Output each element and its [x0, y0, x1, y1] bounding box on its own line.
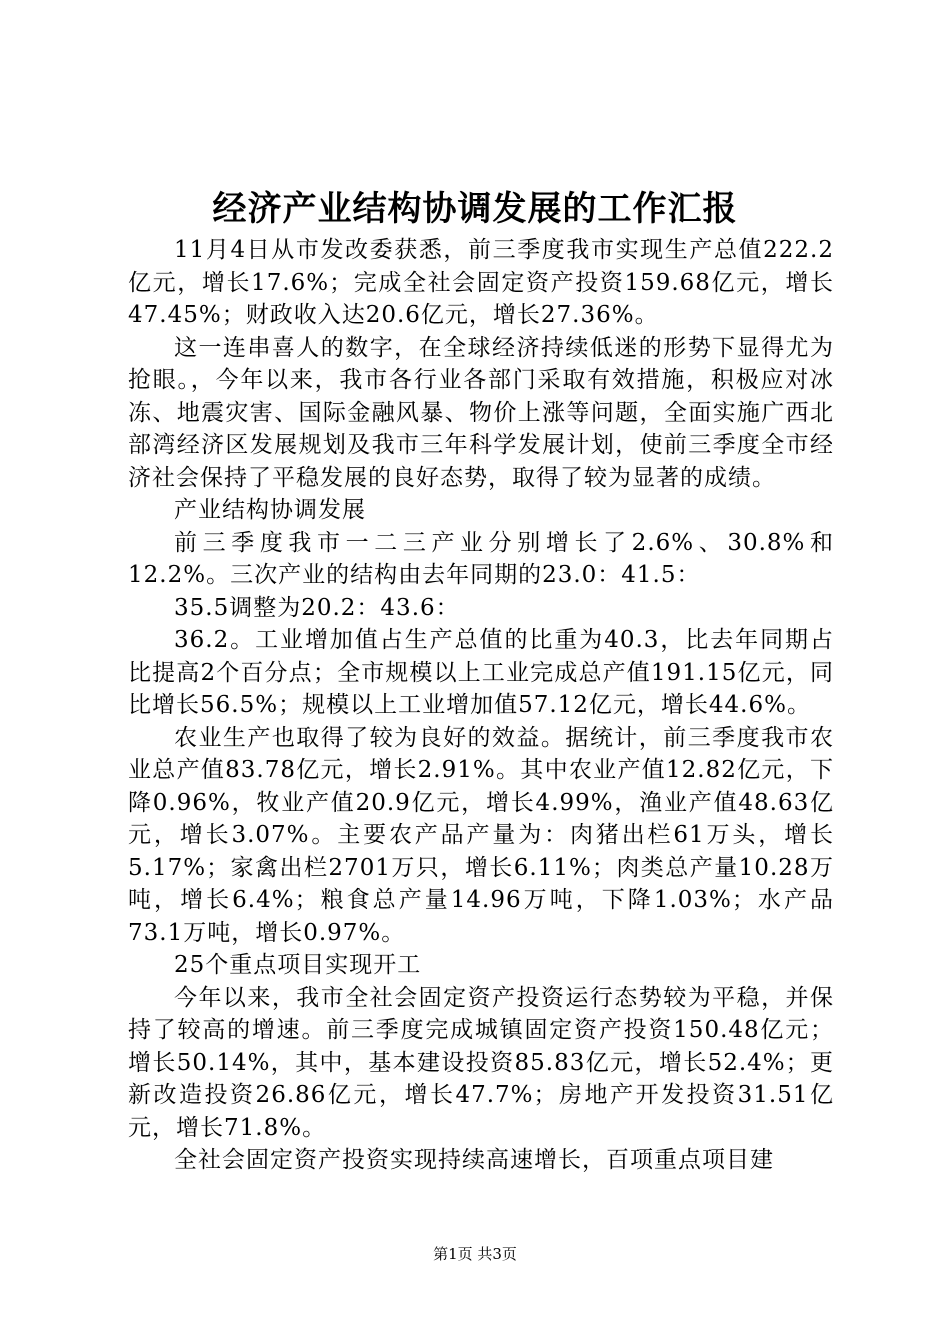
page-number-footer: 第1页 共3页	[433, 1245, 517, 1263]
paragraph: 这一连串喜人的数字，在全球经济持续低迷的形势下显得尤为抢眼。，今年以来，我市各行业各部门采取有效措施，积极应对冰冻、地震灾害、国际金融风暴、物价上涨等问题，全面实施广西北部湾经济区发展规划及我市三年科学发展计划，使前三季度全市经济社会保持了平稳发展的良好态势，取得了较为显著的成绩。	[128, 334, 834, 491]
document-title: 经济产业结构协调发展的工作汇报	[212, 189, 738, 229]
document-body	[128, 234, 834, 1177]
section-heading: 产业结构协调发展	[174, 497, 366, 523]
paragraph: 农业生产也取得了较为良好的效益。据统计，前三季度我市农业总产值83.78亿元，增长2.91%。其中农业产值12.82亿元，下降0.96%，牧业产值20.9亿元，增长4.99%，渔业产值48.63亿元，增长3.07%。主要农产品产量为：肉猪出栏61万头，增长5.17%；家禽出栏2701万只，增长6.11%；肉类总产量10.28万吨，增长6.4%；粮食总产量14.96万吨，下降1.03%；水产品73.1万吨，增长0.97%。	[128, 724, 834, 946]
paragraph: 全社会固定资产投资实现持续高速增长，百项重点项目建	[174, 1147, 774, 1173]
paragraph: 35.5调整为20.2：43.6：	[174, 594, 460, 621]
paragraph: 36.2。工业增加值占生产总值的比重为40.3，比去年同期占比提高2个百分点；全市规模以上工业完成总产值191.15亿元，同比增长56.5%；规模以上工业增加值57.12亿元，增长44.6%。	[128, 627, 834, 718]
section-heading: 25个重点项目实现开工	[174, 952, 422, 978]
paragraph: 前三季度我市一二三产业分别增长了2.6%、30.8%和12.2%。三次产业的结构由去年同期的23.0：41.5：	[128, 529, 834, 588]
paragraph: 11月4日从市发改委获悉，前三季度我市实现生产总值222.2亿元，增长17.6%；完成全社会固定资产投资159.68亿元，增长47.45%；财政收入达20.6亿元，增长27.36%。	[128, 237, 834, 328]
paragraph: 今年以来，我市全社会固定资产投资运行态势较为平稳，并保持了较高的增速。前三季度完成城镇固定资产投资150.48亿元；增长50.14%，其中，基本建设投资85.83亿元，增长52.4%；更新改造投资26.86亿元，增长47.7%；房地产开发投资31.51亿元，增长71.8%。	[128, 984, 834, 1141]
